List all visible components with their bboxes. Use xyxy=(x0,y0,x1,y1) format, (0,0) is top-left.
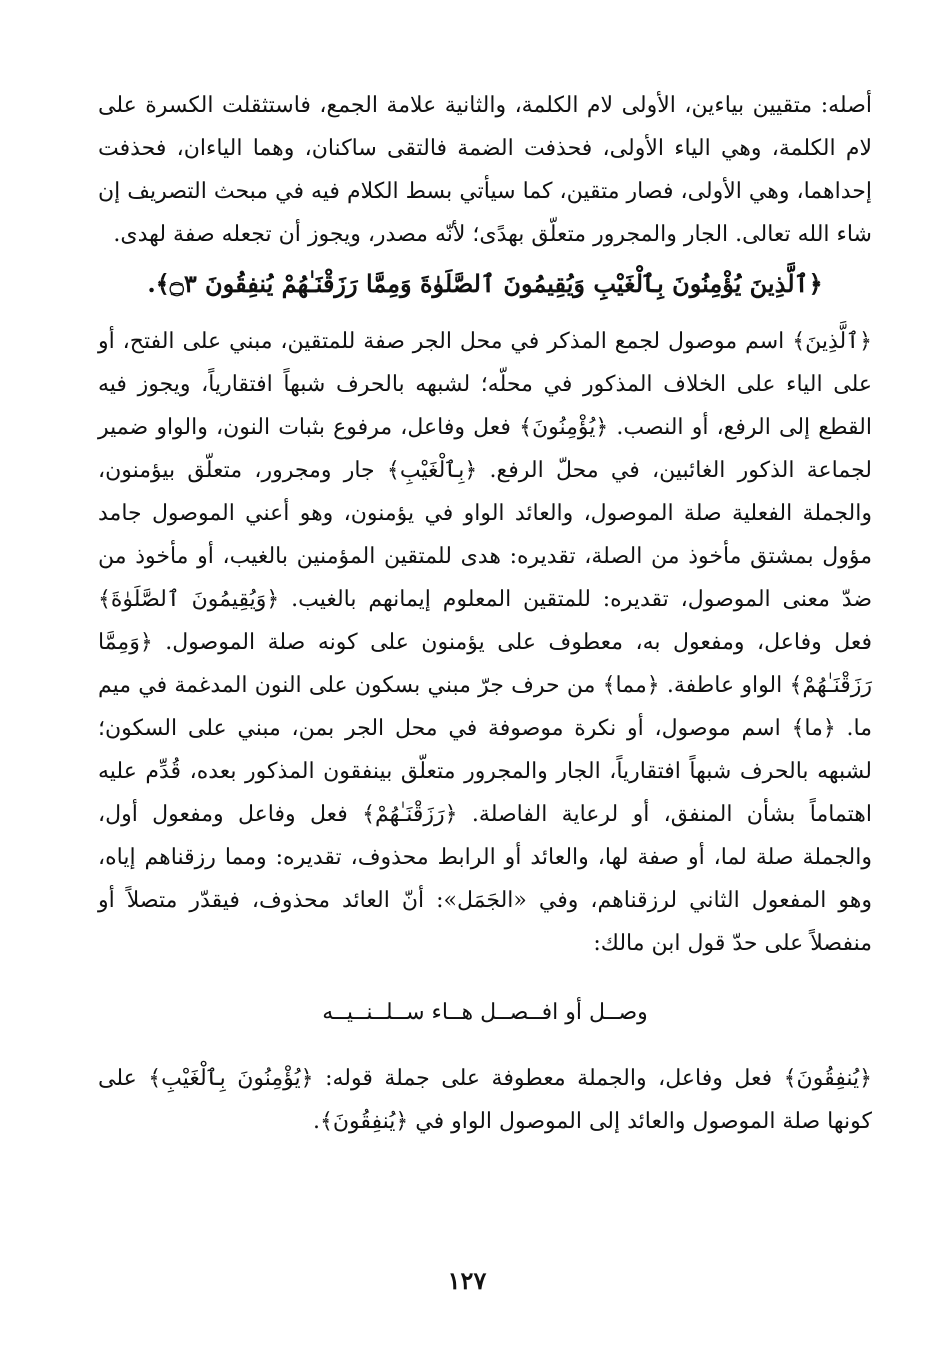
poem-line: وصــل أو افــصــل هــاء ســلــنــيــه xyxy=(322,1000,648,1025)
quran-verse: ﴿ٱلَّذِينَ يُؤْمِنُونَ بِٱلْغَيْبِ وَيُقِيمُونَ ٱلصَّلَوٰةَ وَمِمَّا رَزَقْنَـٰهُمْ يُنفِقُونَ ۝٣﴾. xyxy=(147,269,823,298)
paragraph-bottom: ﴿يُنفِقُونَ﴾ فعل وفاعل، والجملة معطوفة على جملة قوله: ﴿يُؤْمِنُونَ بِٱلْغَيْبِ﴾ على كونها صلة الموصول والعائد إلى الموصول الواو في ﴿يُنفِقُونَ﴾. xyxy=(98,1066,872,1134)
paragraph-top: أصله: متقيين بياءين، الأولى لام الكلمة، والثانية علامة الجمع، فاستثقلت الكسرة على لام الكلمة، وهي الياء الأولى، فحذفت الضمة فالتقى ساكنان، وهما الياءان، فحذفت إحداهما، وهي الأولى، فصار متقين، كما سيأتي بسط الكلام فيه في مبحث التصريف إن شاء الله تعالى. الجار والمجرور متعلّق بهدًى؛ لأنّه مصدر، ويجوز أن تجعله صفة لهدى. xyxy=(98,93,873,247)
paragraph-main: ﴿ٱلَّذِينَ﴾ اسم موصول لجمع المذكر في محل الجر صفة للمتقين، مبني على الفتح، أو على الياء على الخلاف المذكور في محلّه؛ لشبهه بالحرف شبهاً افتقارياً، ويجوز فيه القطع إلى الرفع، أو النصب. ﴿يُؤْمِنُونَ﴾ فعل وفاعل، مرفوع بثبات النون، والواو ضمير لجماعة الذكور الغائبين، في محلّ الرفع. ﴿بِٱلْغَيْبِ﴾ جار ومجرور، متعلّق بيؤمنون، والجملة الفعلية صلة الموصول، والعائد الواو في يؤمنون، وهو أعني الموصول جامد مؤول بمشتق مأخوذ من الصلة، تقديره: هدى للمتقين المؤمنين بالغيب، أو مأخوذ من ضدّ معنى الموصول، تقديره: للمتقين المعلوم إيمانهم بالغيب. ﴿وَيُقِيمُونَ ٱلصَّلَوٰةَ﴾ فعل وفاعل، ومفعول به، معطوف على يؤمنون على كونه صلة الموصول. ﴿وَمِمَّا رَزَقْنَـٰهُمْ﴾ الواو عاطفة. ﴿مما﴾ من حرف جرّ مبني بسكون على النون المدغمة في ميم ما. ﴿ما﴾ اسم موصول، أو نكرة موصوفة في محل الجر بمن، مبني على السكون؛ لشبهه بالحرف شبهاً افتقارياً، الجار والمجرور متعلّق بينفقون المذكور بعده، قُدِّم عليه اهتماماً بشأن المنفق، أو لرعاية الفاصلة. ﴿رَزَقْنَـٰهُمْ﴾ فعل وفاعل ومفعول أول، والجملة صلة لما، أو صفة لها، والعائد أو الرابط محذوف، تقديره: ومما رزقناهم إياه، وهو المفعول الثاني لرزقناهم، وفي «الجَمَل»: أنّ العائد محذوف، فيقدّر متصلاً أو منفصلاً على حدّ قول ابن مالك: xyxy=(98,329,872,956)
page-number: ١٢٧ xyxy=(447,1266,487,1295)
